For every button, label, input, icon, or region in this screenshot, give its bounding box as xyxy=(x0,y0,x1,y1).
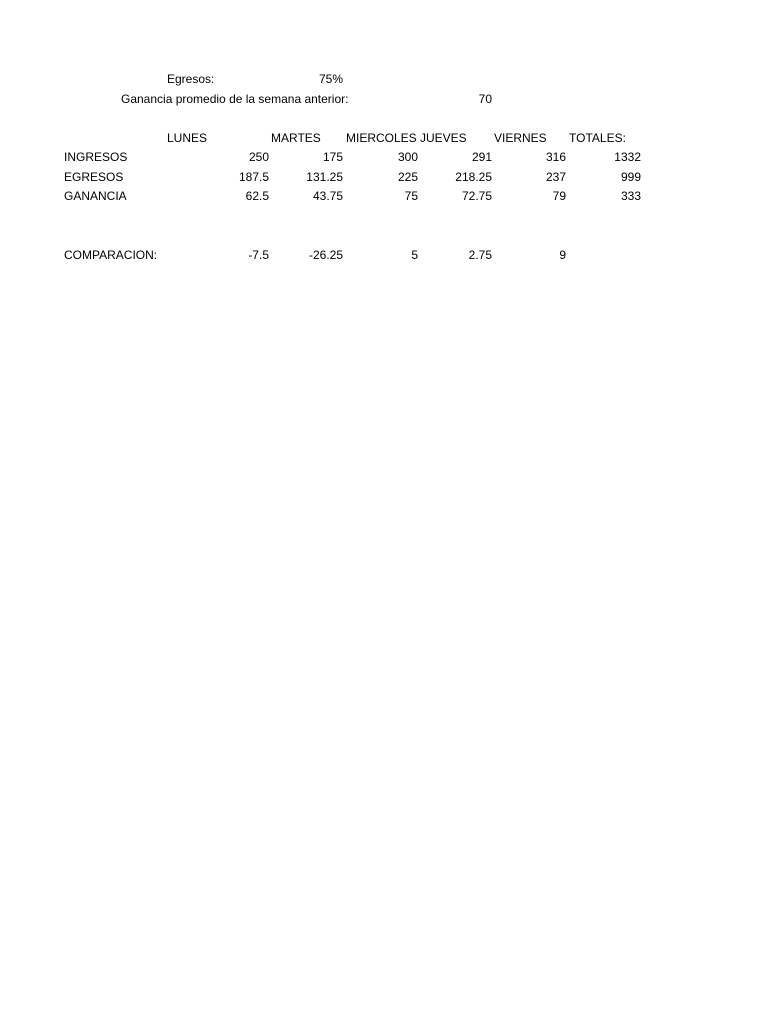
row-label-ganancia: GANANCIA xyxy=(64,189,127,203)
header-miercoles: MIERCOLES xyxy=(346,131,417,145)
header-totales: TOTALES: xyxy=(569,131,626,145)
table-cell: 43.75 xyxy=(312,189,343,203)
prev-week-profit-value: 70 xyxy=(478,92,492,106)
table-cell: 250 xyxy=(248,150,269,164)
table-cell: 225 xyxy=(397,170,418,184)
table-cell: 999 xyxy=(620,170,641,184)
table-cell: 218.25 xyxy=(455,170,492,184)
table-cell: 9 xyxy=(559,248,566,262)
table-cell: 291 xyxy=(471,150,492,164)
table-cell: -7.5 xyxy=(248,248,269,262)
table-cell: -26.25 xyxy=(308,248,343,262)
egresos-label: Egresos: xyxy=(167,72,215,86)
prev-week-profit-label: Ganancia promedio de la semana anterior: xyxy=(121,92,349,106)
row-label-egresos: EGRESOS xyxy=(64,170,124,184)
row-label-ingresos: INGRESOS xyxy=(64,150,128,164)
table-cell: 237 xyxy=(545,170,566,184)
header-martes: MARTES xyxy=(271,131,321,145)
table-cell: 187.5 xyxy=(238,170,269,184)
table-cell: 72.75 xyxy=(461,189,492,203)
table-cell: 62.5 xyxy=(245,189,269,203)
table-cell: 316 xyxy=(545,150,566,164)
table-cell: 5 xyxy=(411,248,418,262)
table-cell: 79 xyxy=(552,189,566,203)
row-label-comparacion: COMPARACION: xyxy=(64,248,158,262)
table-cell: 1332 xyxy=(614,150,641,164)
header-lunes: LUNES xyxy=(167,131,208,145)
table-cell: 131.25 xyxy=(306,170,343,184)
table-cell: 300 xyxy=(397,150,418,164)
table-cell: 333 xyxy=(620,189,641,203)
table-cell: 75 xyxy=(404,189,418,203)
table-cell: 175 xyxy=(322,150,343,164)
header-viernes: VIERNES xyxy=(494,131,547,145)
header-jueves: JUEVES xyxy=(420,131,467,145)
table-cell: 2.75 xyxy=(468,248,492,262)
egresos-value: 75% xyxy=(318,72,343,86)
